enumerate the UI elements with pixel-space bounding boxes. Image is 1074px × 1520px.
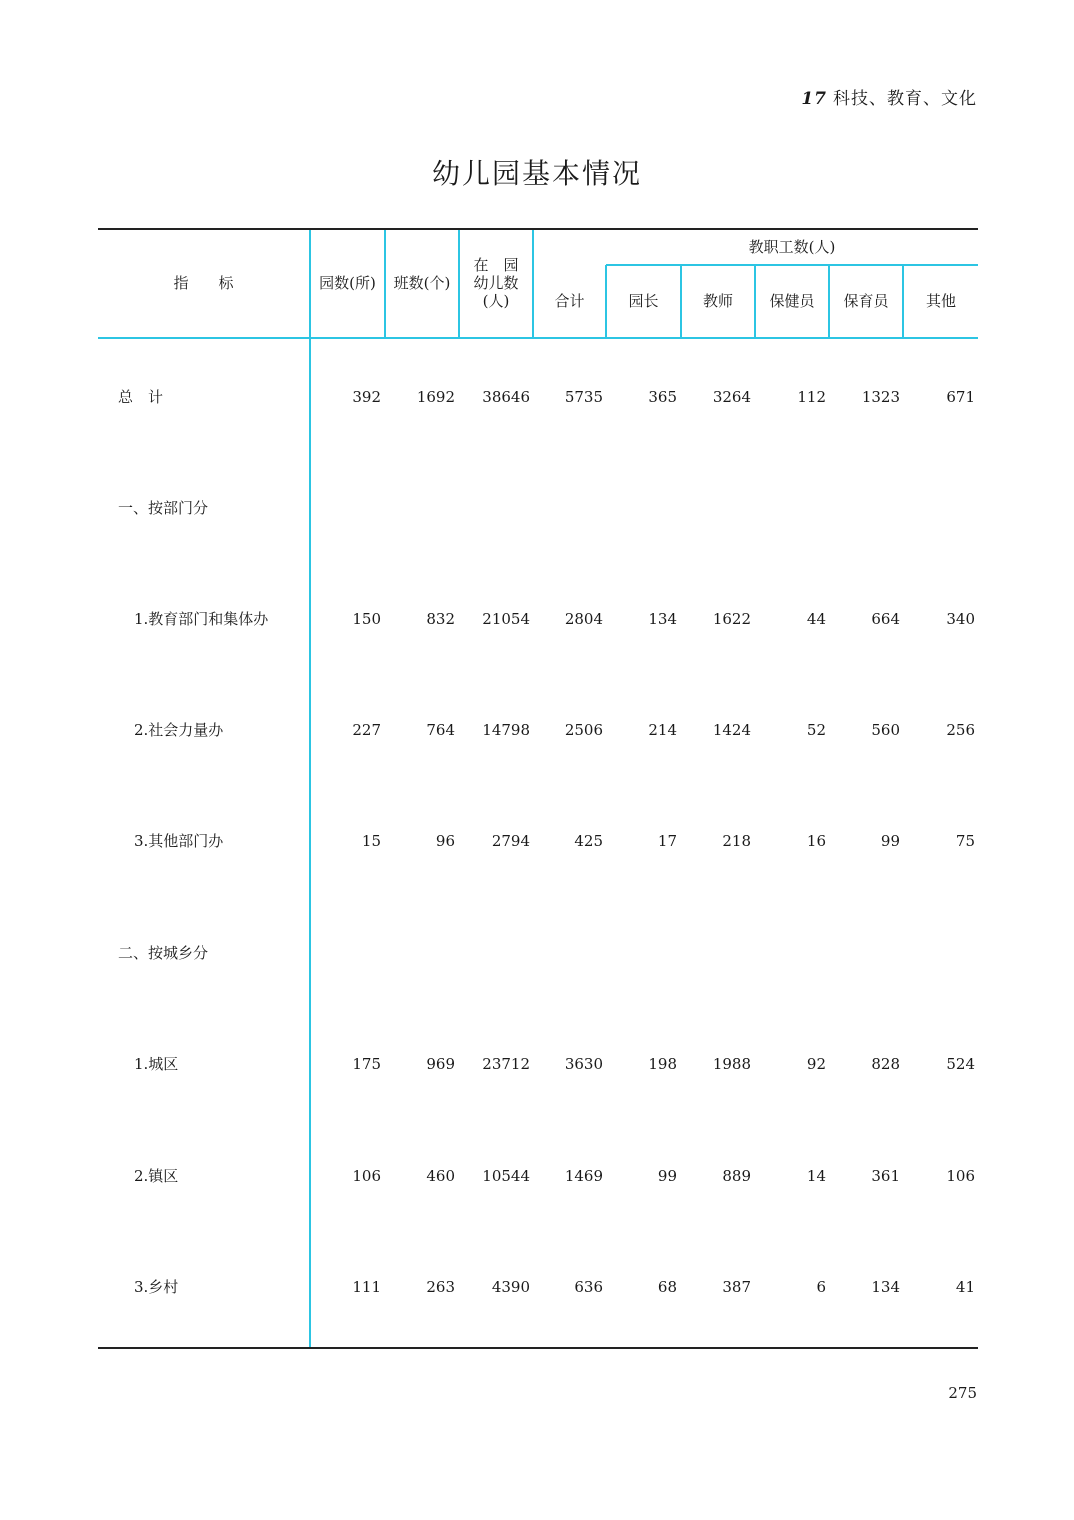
cell-teacher: 889 bbox=[722, 1167, 751, 1185]
cell-teacher: 3264 bbox=[712, 388, 751, 406]
cell-principal: 68 bbox=[657, 1278, 677, 1296]
header-classes: 班数(个) bbox=[393, 274, 451, 292]
header-health-worker: 保健员 bbox=[769, 292, 815, 310]
cell-children: 2794 bbox=[491, 832, 530, 850]
table-top-rule bbox=[98, 228, 978, 230]
page-title: 幼儿园基本情况 bbox=[431, 157, 642, 190]
table-bottom-rule bbox=[98, 1347, 978, 1349]
cell-childcare-worker: 99 bbox=[880, 832, 900, 850]
cell-classes: 764 bbox=[426, 721, 455, 739]
cell-staff-total: 5735 bbox=[564, 388, 603, 406]
cell-staff-total: 2506 bbox=[564, 721, 603, 739]
row-label: 3.乡村 bbox=[134, 1278, 179, 1296]
cell-children: 23712 bbox=[482, 1055, 530, 1073]
cell-classes: 263 bbox=[426, 1278, 455, 1296]
cell-teacher: 1988 bbox=[712, 1055, 751, 1073]
row-label: 一、按部门分 bbox=[118, 499, 209, 517]
cell-principal: 17 bbox=[657, 832, 677, 850]
cell-kindergartens: 106 bbox=[352, 1167, 381, 1185]
row-label: 2.社会力量办 bbox=[134, 721, 224, 739]
cell-other: 106 bbox=[946, 1167, 975, 1185]
cell-health-worker: 16 bbox=[806, 832, 826, 850]
header-staff-total: 合计 bbox=[554, 292, 585, 310]
row-label: 1.城区 bbox=[134, 1055, 179, 1073]
cell-children: 14798 bbox=[482, 721, 530, 739]
cell-kindergartens: 392 bbox=[352, 388, 381, 406]
cell-principal: 99 bbox=[657, 1167, 677, 1185]
cell-kindergartens: 175 bbox=[352, 1055, 381, 1073]
header-childcare-worker: 保育员 bbox=[843, 292, 889, 310]
cell-childcare-worker: 1323 bbox=[861, 388, 900, 406]
cell-principal: 198 bbox=[648, 1055, 677, 1073]
cell-health-worker: 44 bbox=[806, 610, 826, 628]
cell-teacher: 1424 bbox=[712, 721, 751, 739]
cell-principal: 134 bbox=[648, 610, 677, 628]
cell-health-worker: 6 bbox=[816, 1278, 826, 1296]
row-label: 1.教育部门和集体办 bbox=[134, 610, 269, 628]
row-label: 2.镇区 bbox=[134, 1167, 179, 1185]
cell-childcare-worker: 828 bbox=[871, 1055, 900, 1073]
cell-classes: 969 bbox=[426, 1055, 455, 1073]
cell-principal: 214 bbox=[648, 721, 677, 739]
header-children-line2: 幼儿数 bbox=[473, 274, 519, 292]
cell-health-worker: 112 bbox=[797, 388, 826, 406]
cell-kindergartens: 111 bbox=[352, 1278, 381, 1296]
cell-childcare-worker: 361 bbox=[871, 1167, 900, 1185]
cell-kindergartens: 15 bbox=[361, 832, 381, 850]
header-indicator: 指 标 bbox=[173, 274, 234, 292]
cell-principal: 365 bbox=[648, 388, 677, 406]
cell-staff-total: 425 bbox=[574, 832, 603, 850]
header-divider-line bbox=[532, 230, 534, 338]
cell-children: 4390 bbox=[491, 1278, 530, 1296]
cell-childcare-worker: 664 bbox=[871, 610, 900, 628]
cell-teacher: 1622 bbox=[712, 610, 751, 628]
cell-childcare-worker: 134 bbox=[871, 1278, 900, 1296]
cell-teacher: 218 bbox=[722, 832, 751, 850]
cell-kindergartens: 227 bbox=[352, 721, 381, 739]
header-bottom-line bbox=[98, 337, 978, 339]
cell-classes: 96 bbox=[435, 832, 455, 850]
cell-childcare-worker: 560 bbox=[871, 721, 900, 739]
cell-children: 38646 bbox=[482, 388, 530, 406]
cell-other: 75 bbox=[955, 832, 975, 850]
header-principal: 园长 bbox=[628, 292, 659, 310]
cell-other: 41 bbox=[955, 1278, 975, 1296]
cell-other: 340 bbox=[946, 610, 975, 628]
cell-teacher: 387 bbox=[722, 1278, 751, 1296]
row-label: 二、按城乡分 bbox=[118, 944, 209, 962]
cell-other: 524 bbox=[946, 1055, 975, 1073]
header-teacher: 教师 bbox=[702, 292, 733, 310]
row-label: 3.其他部门办 bbox=[134, 832, 224, 850]
header-children-line3: (人) bbox=[482, 292, 510, 310]
cell-classes: 460 bbox=[426, 1167, 455, 1185]
chapter-title: 科技、教育、文化 bbox=[833, 89, 977, 109]
chapter-number: 17 bbox=[801, 89, 827, 109]
running-head bbox=[801, 84, 977, 109]
page-number: 275 bbox=[948, 1384, 977, 1402]
cell-health-worker: 52 bbox=[806, 721, 826, 739]
header-other: 其他 bbox=[925, 292, 956, 310]
row-label: 总 计 bbox=[118, 388, 164, 406]
cell-children: 21054 bbox=[482, 610, 530, 628]
cell-staff-total: 3630 bbox=[564, 1055, 603, 1073]
cell-staff-total: 636 bbox=[574, 1278, 603, 1296]
cell-staff-total: 2804 bbox=[564, 610, 603, 628]
cell-children: 10544 bbox=[482, 1167, 530, 1185]
cell-kindergartens: 150 bbox=[352, 610, 381, 628]
cell-other: 671 bbox=[946, 388, 975, 406]
header-children-line1: 在 园 bbox=[473, 256, 519, 274]
cell-other: 256 bbox=[946, 721, 975, 739]
header-kindergartens: 园数(所) bbox=[319, 274, 376, 292]
staff-group-line bbox=[606, 264, 978, 266]
cell-staff-total: 1469 bbox=[564, 1167, 603, 1185]
cell-health-worker: 92 bbox=[806, 1055, 826, 1073]
cell-classes: 1692 bbox=[416, 388, 455, 406]
cell-classes: 832 bbox=[426, 610, 455, 628]
header-staff-group: 教职工数(人) bbox=[748, 238, 836, 256]
cell-health-worker: 14 bbox=[806, 1167, 826, 1185]
